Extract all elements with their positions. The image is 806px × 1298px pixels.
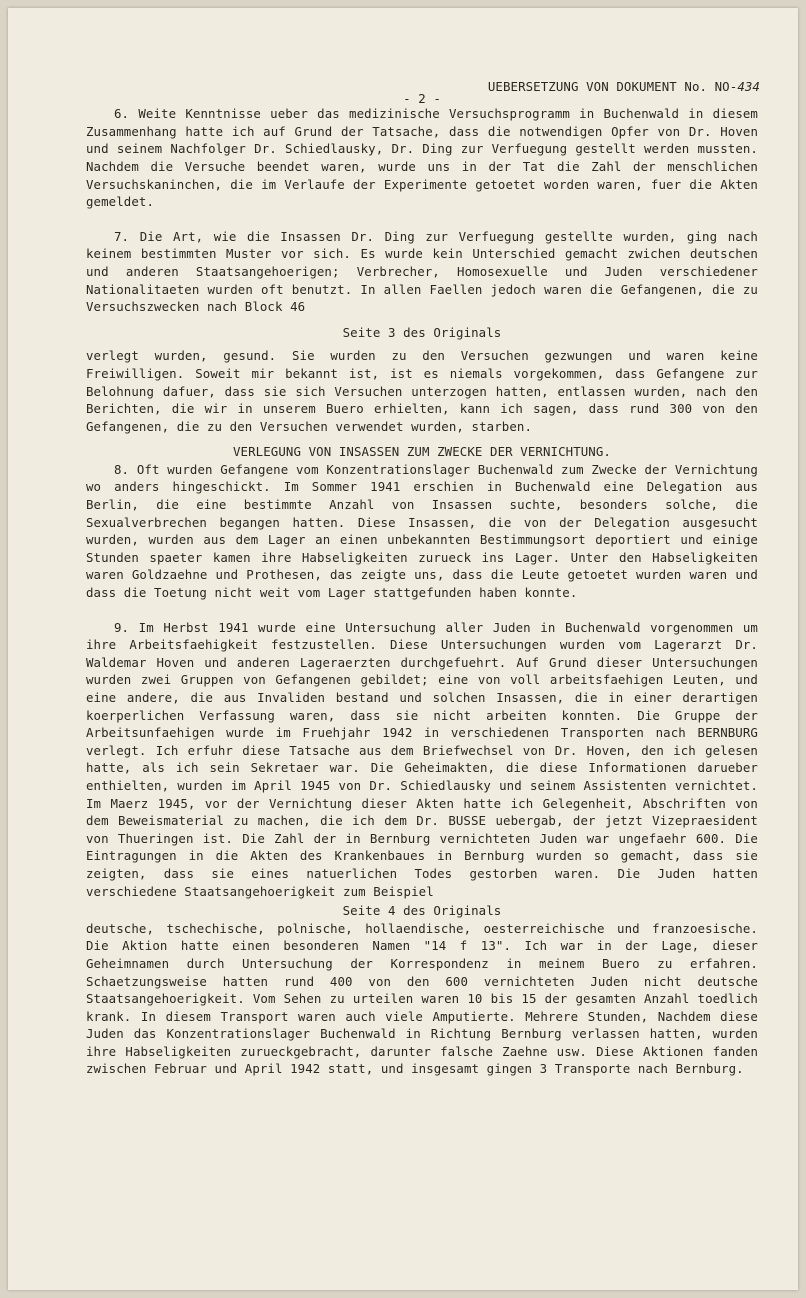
header-prefix: UEBERSETZUNG VON DOKUMENT No. NO- xyxy=(487,79,738,94)
original-page-marker-4: Seite 4 des Originals xyxy=(342,903,502,919)
paragraph-6: 6. Weite Kenntnisse ueber das medizinische Versuchsprogramm in Buchenwald in diesem Zusammenhang hatte ich auf Grund der Tatsache, dass die notwendigen Opfer von Dr. Hoven und seinem Nachfolger Dr. Schiedlausky, Dr. Ding zur Verfuegung gestellt werden mussten. Nachdem die Versuche beendet waren, wurde uns in der Tat die Zahl der menschlichen Versuchskaninchen, die im Verlaufe der Experimente getoetet worden waren, fuer die Akten gemeldet. xyxy=(86,106,758,210)
paragraph-9-continued: deutsche, tschechische, polnische, hollaendische, oesterreichische und franzoesische. Die Aktion hatte einen besonderen Namen "14 f 13". Ich war in der Lage, dieser Geheimnamen durch Untersuchung der Korrespondenz in meinem Buero zu erfahren. Schaetzungsweise hatten rund 400 von den 600 vernichteten Juden nicht deutsche Staatsangehoerigkeit. Vom Sehen zu urteilen waren 10 bis 15 der gesamten Anzahl toedlich krank. In diesem Transport waren auch viele Amputierte. Mehrere Stunden, Nachdem diese Juden das Konzentrationslager Buchenwald in Richtung Bernburg verlassen hatten, wurden ihre Habseligkeiten zurueckgebracht, darunter falsche Zaehne usw. Diese Aktionen fanden zwischen Februar und April 1942 statt, und insgesamt gingen 3 Transporte nach Bernburg. xyxy=(86,920,758,1077)
paragraph-9: 9. Im Herbst 1941 wurde eine Untersuchung aller Juden in Buchenwald vorgenommen um ihre Arbeitsfaehigkeit festzustellen. Diese Untersuchungen wurden vom Lagerarzt Dr. Waldemar Hoven und anderen Lageraerzten durchgefuehrt. Auf Grund dieser Untersuchungen wurden zwei Gruppen von Gefangenen gebildet; eine von voll arbeitsfaehigen Leuten, und eine andere, die aus Invaliden bestand und solchen Insassen, die in einer derartigen koerperlichen Verfassung waren, dass sie nicht arbeiten konnten. Die Gruppe der Arbeitsunfaehigen wurde im Fruehjahr 1942 in verschiedenen Transporten nach BERNBURG verlegt. Ich erfuhr diese Tatsache aus dem Briefwechsel von Dr. Hoven, den ich gelesen hatte, als ich sein Sekretaer war. Die Geheimakten, die diese Informationen darueber enthielten, wurden im April 1945 von Dr. Schiedlausky und seinem Assistenten vernichtet. Im Maerz 1945, vor der Vernichtung dieser Akten hatte ich Gelegenheit, Abschriften von dem Beweismaterial zu machen, die ich dem Dr. BUSSE uebergab, der jetzt Vizepraesident von Thueringen ist. Die Zahl der in Bernburg vernichteten Juden war ungefaehr 600. Die Eintragungen in die Akten des Krankenbaues in Bernburg wurden so gemacht, dass sie zeigten, dass sie eines natuerlichen Todes gestorben waren. Die Juden hatten verschiedene Staatsangehoerigkeit zum Beispiel xyxy=(86,619,758,899)
document-number: 434 xyxy=(737,79,760,94)
paragraph-8: 8. Oft wurden Gefangene vom Konzentrationslager Buchenwald zum Zwecke der Vernichtung wo anders hingeschickt. Im Sommer 1941 erschien in Buchenwald eine Delegation aus Berlin, die eine bestimmte Anzahl von Insassen suchte, besonders solche, die Sexualverbrechen begangen hatten. Diese Insassen, die von der Delegation ausgesucht wurden, wurden aus dem Lager an einen unbekannten Bestimmungsort deportiert und einige Stunden spaeter kamen ihre Habseligkeiten zurueck ins Lager. Unter den Habseligkeiten waren Goldzaehne und Prothesen, das zeigte uns, dass die Leute getoetet wurden waren und dass die Toetung nicht weit vom Lager stattgefunden haben konnte. xyxy=(86,461,758,601)
paragraph-7: 7. Die Art, wie die Insassen Dr. Ding zur Verfuegung gestellte wurden, ging nach keinem bestimmten Muster vor sich. Es wurde kein Unterschied gemacht zwichen deutschen und anderen Staatsangehoerigen; Verbrecher, Homosexuelle und Juden verschiedener Nationalitaeten wurden oft benutzt. In allen Faellen jedoch waren die Gefangenen, die zu Versuchszwecken nach Block 46 xyxy=(86,228,758,315)
document-body xyxy=(86,78,758,1078)
original-page-marker-3: Seite 3 des Originals xyxy=(342,324,502,340)
page-number: - 2 - xyxy=(403,90,441,106)
paragraph-7-continued: verlegt wurden, gesund. Sie wurden zu den Versuchen gezwungen und waren keine Freiwilligen. Soweit mir bekannt ist, ist es niemals vorgekommen, dass Gefangene zur Belohnung dafuer, dass sie sich Versuchen unterzogen hatten, entlassen wurden, nach den Berichten, die wir in unserem Buero erhielten, kann ich sagen, dass rund 300 von den Gefangenen, die zu den Versuchen verwendet wurden, starben. xyxy=(86,348,758,434)
section-heading-transfer: VERLEGUNG VON INSASSEN ZUM ZWECKE DER VERNICHTUNG. xyxy=(233,444,611,460)
document-page xyxy=(8,8,798,1290)
